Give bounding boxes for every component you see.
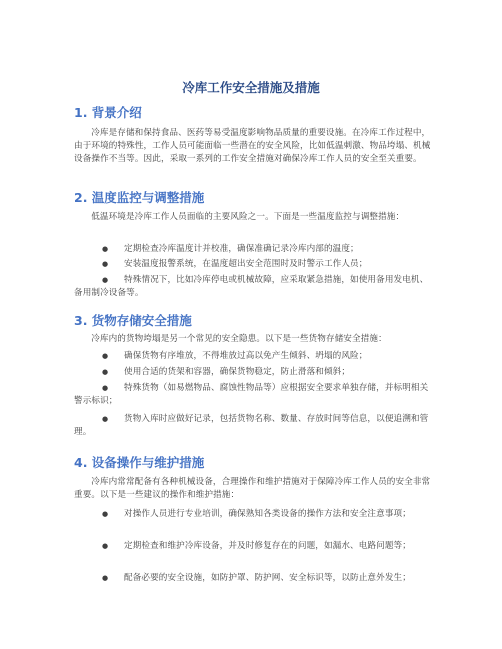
section-2-list-item: ● 安装温度报警系统，在温度超出安全范围时及时警示工作人员； xyxy=(102,259,368,269)
section-2-list-item: ● 特殊情况下，比如冷库停电或机械故障，应采取紧急措施，如使用备用发电机、备用制冷设备等。 xyxy=(74,275,429,299)
section-4-paragraph: 冷库内常常配备有各种机械设备，合理操作和维护措施对于保障冷库工作人员的安全非常重要。以下是一些建议的操作和维护措施： xyxy=(74,477,431,501)
section-3-list-item: ● 确保货物有序堆放，不得堆放过高以免产生倾斜、坍塌的风险； xyxy=(102,351,368,361)
section-3-list-item: ● 特殊货物（如易燃物品、腐蚀性物品等）应根据安全要求单独存储，并标明相关警示标识； xyxy=(74,383,429,407)
section-3-list-item: ● 使用合适的货架和容器，确保货物稳定，防止滑落和倾斜； xyxy=(102,367,351,377)
section-4-list-item: ● 定期检查和维护冷库设备，并及时修复存在的问题，如漏水、电路问题等； xyxy=(102,541,411,551)
section-2-heading: 2. 温度监控与调整措施 xyxy=(74,190,205,205)
section-3-paragraph: 冷库内的货物垮塌是另一个常见的安全隐患。以下是一些货物存储安全措施： xyxy=(91,334,387,344)
section-3-list-item: ● 货物入库时应做好记录，包括货物名称、数量、存放时间等信息，以便追溯和管理。 xyxy=(74,414,429,438)
section-1-paragraph: 冷库是存储和保持食品、医药等易受温度影响物品质量的重要设施。在冷库工作过程中，由于环境的特殊性，工作人员可能面临一些潜在的安全风险，比如低温刺激、物品垮塌、机械设备操作不当等。因此，采取一系列的工作安全措施对确保冷库工作人员的安全至关重要。 xyxy=(74,128,431,165)
section-4-heading: 4. 设备操作与维护措施 xyxy=(74,455,205,470)
section-2-list-item: ● 定期检查冷库温度计并校准，确保准确记录冷库内部的温度； xyxy=(102,244,359,254)
section-4-list-item: ● 配备必要的安全设施，如防护罩、防护网、安全标识等，以防止意外发生； xyxy=(102,573,411,583)
section-1-heading: 1. 背景介绍 xyxy=(74,105,142,120)
section-3-heading: 3. 货物存储安全措施 xyxy=(74,313,192,328)
document-title: 冷库工作安全措施及措施 xyxy=(182,80,320,95)
section-4-list-item: ● 对操作人员进行专业培训，确保熟知各类设备的操作方法和安全注意事项； xyxy=(102,509,411,519)
section-2-paragraph: 低温环境是冷库工作人员面临的主要风险之一。下面是一些温度监控与调整措施： xyxy=(91,212,405,222)
